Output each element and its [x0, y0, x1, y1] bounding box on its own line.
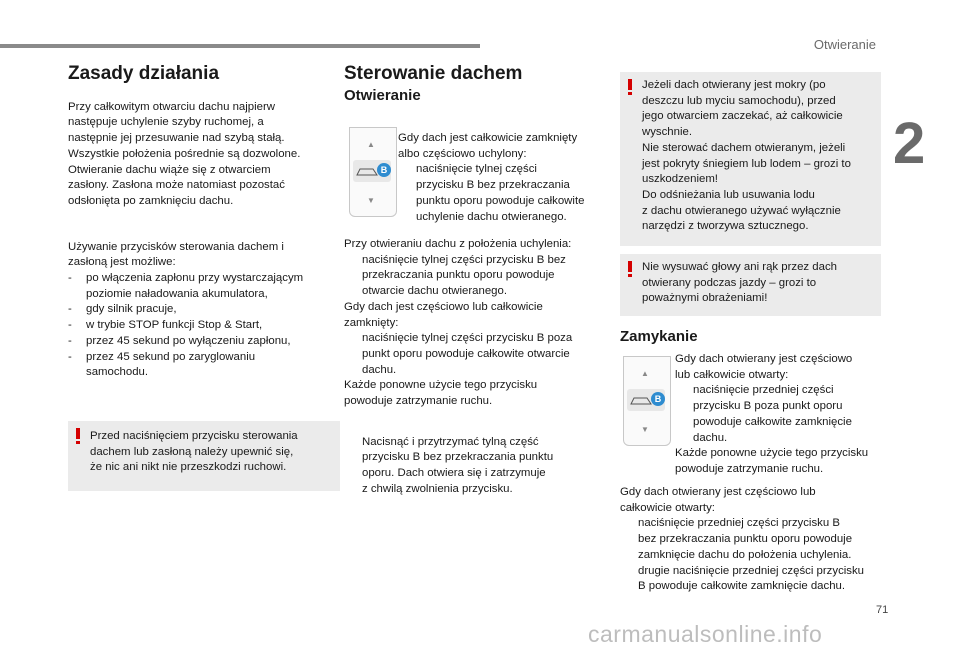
- subsection-title: Zamykanie: [620, 328, 698, 345]
- section-title: Zasady działania: [68, 63, 220, 84]
- warning-box: Jeżeli dach otwierany jest mokry (po deszczu lub myciu samochodu), przed jego otwarciem zaczekać, aż całkowicie wyschnie. Nie sterować dachem otwieranym, jeżeli jest pokryty śniegiem lub lodem – grozi to uszkodzeniem! Do odśnieżania lub usuwania lodu z dachu otwieranego używać wyłącznie narzędzi z tworzywa sztucznego.: [620, 72, 881, 246]
- warning-icon: [628, 261, 632, 276]
- list-item: naciśnięcie tylnej części przycisku B bez przekraczania punktu oporu powoduje otwarcie dachu otwieranego.: [362, 253, 566, 298]
- list-item: - przez 45 sekund po zaryglowaniu samochodu.: [68, 350, 256, 379]
- watermark: carmanualsonline.info: [588, 621, 823, 647]
- middle-column: [344, 63, 606, 104]
- paragraph: Przy całkowitym otwarciu dachu najpierw następuje uchylenie szyby ruchomej, a następnie jej przesuwanie nad szybą stałą. Wszystkie położenia pośrednie są dozwolone. Otwieranie dachu wiąże się z otwarciem zasłony. Zasłona może natomiast pozostać odsłonięta po zamknięciu dachu.: [68, 100, 301, 207]
- arrow-up-icon: ▲: [641, 369, 649, 378]
- warning-icon: [76, 428, 80, 443]
- right-body: Gdy dach otwierany jest częściowo lub całkowicie otwarty: naciśnięcie przedniej części przycisku B bez przekraczania punktu oporu powoduje zamknięcie dachu do położenia uchylenia. drugie naciśnięcie przedniej części przycisku B powoduje całkowite zamknięcie dachu.: [620, 485, 882, 595]
- figure-caption: Gdy dach jest całkowicie zamknięty albo częściowo uchylony: naciśnięcie tylnej części przycisku B bez przekraczania punktu oporu powoduje całkowite uchylenie dachu otwieranego.: [398, 131, 608, 225]
- page-number: 71: [876, 604, 889, 616]
- right-heading: [620, 329, 882, 345]
- roof-button-illustration: [349, 127, 397, 217]
- section-label: Otwieranie: [813, 37, 876, 52]
- list-item: naciśnięcie przedniej części przycisku B bez przekraczania punktu oporu powoduje zamknięcie dachu do położenia uchylenia.: [638, 517, 853, 561]
- list-item: - po włączenia zapłonu przy wystarczającym poziomie naładowania akumulatora,: [68, 272, 304, 300]
- figure-caption: Gdy dach otwierany jest częściowo lub całkowicie otwarty: naciśnięcie przedniej części przycisku B poza punkt oporu powoduje całkowite zamknięcie dachu. Każde ponowne użycie tego przycisku powoduje zatrzymanie ruchu.: [675, 352, 885, 478]
- warning-icon: [628, 79, 632, 94]
- warning-box: Nie wysuwać głowy ani rąk przez dach otwierany podczas jazdy – grozi to poważnymi obrażeniami!: [620, 254, 881, 316]
- list-item: Nacisnąć i przytrzymać tylną część przycisku B bez przekraczania punktu oporu. Dach otwiera się i zatrzymuje z chwilą zwolnienia przycisku.: [362, 435, 554, 495]
- middle-body: Przy otwieraniu dachu z położenia uchylenia: naciśnięcie tylnej części przycisku B bez przekraczania punktu oporu powoduje otwarcie dachu otwieranego. Gdy dach jest częściowo lub całkowicie zamknięty: naciśnięcie tylnej części przycisku B poza punkt oporu powoduje całkowite otwarcie dachu. Każde ponowne użycie tego przycisku powoduje zatrzymanie ruchu. Nacisnąć i przytrzymać tylną część przycisku B bez przekraczania punktu oporu. Dach otwiera się i zatrzymuje z chwilą zwolnienia przycisku.: [344, 237, 606, 498]
- arrow-down-icon: ▼: [367, 196, 375, 205]
- button-b-badge: B: [651, 392, 665, 406]
- list-item: naciśnięcie przedniej części przycisku B poza punkt oporu powoduje całkowite zamknięcie dachu.: [693, 384, 852, 444]
- header-bar: [0, 44, 480, 48]
- list-item: - w trybie STOP funkcji Stop & Start,: [68, 319, 263, 332]
- list-item: - przez 45 sekund po wyłączeniu zapłonu,: [68, 334, 291, 347]
- paragraph: Używanie przycisków sterowania dachem i zasłoną jest możliwe:: [68, 240, 284, 269]
- list-item: drugie naciśnięcie przedniej części przycisku B powoduje całkowite zamknięcie dachu.: [638, 564, 865, 593]
- roof-button-illustration: [623, 356, 671, 446]
- list-item: naciśnięcie tylnej części przycisku B bez przekraczania punktu oporu powoduje całkowite uchylenie dachu otwieranego.: [416, 163, 585, 223]
- left-column: [68, 63, 330, 381]
- subsection-title: Otwieranie: [344, 86, 421, 104]
- chapter-number: 2: [893, 111, 926, 176]
- section-title: Sterowanie dachem: [344, 63, 523, 84]
- warning-box: Przed naciśnięciem przycisku sterowania dachem lub zasłoną należy upewnić się, że nic ani nikt nie przeszkodzi ruchowi.: [68, 421, 340, 491]
- list-item: naciśnięcie tylnej części przycisku B poza punkt oporu powoduje całkowite otwarcie dachu.: [362, 332, 573, 376]
- arrow-down-icon: ▼: [641, 425, 649, 434]
- button-b-badge: B: [377, 163, 391, 177]
- arrow-up-icon: ▲: [367, 140, 375, 149]
- list-item: - gdy silnik pracuje,: [68, 303, 177, 316]
